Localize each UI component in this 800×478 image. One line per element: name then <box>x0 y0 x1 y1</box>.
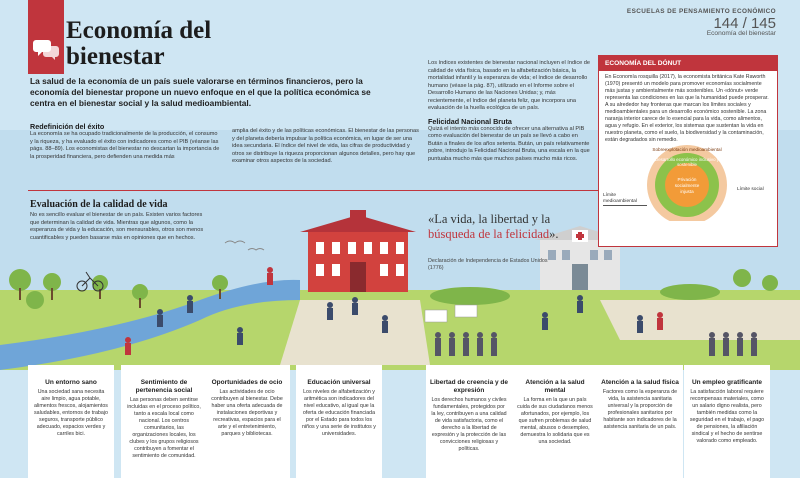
card-text: La forma en la que un país cuida de sus ciudadanos menos afortunados, por ejemplo, los que sufren problemas de salud mental, abusos o desempleo, demuestra lo solidaria que es una sociedad. <box>517 397 593 445</box>
label-social-limit: Límite social <box>737 187 764 192</box>
card-title: Oportunidades de ocio <box>211 379 283 386</box>
quote <box>428 212 588 242</box>
card-freedom <box>426 365 512 478</box>
donut-heading: ECONOMÍA DEL DÓNUT <box>599 56 777 71</box>
card-text: Una sociedad sana necesita aire limpio, agua potable, alimentos frescos, alojamientos saludables, entornos de trabajo seguros, transporte público adecuado, espacios verdes y carriles bici. <box>34 389 108 437</box>
card-text: Los niveles de alfabetización y aritmética son indicadores del nivel educativo, al igual que la oferta de educación financiada por el Estado para todos los niños y una serie de institutos y universidades. <box>302 389 376 437</box>
intro-text: La salud de la economía de un país suele valorarse en términos financieros, pero la economía del bienestar propone un nuevo enfoque en el que la política económica se centra en el bienestar social y la salud medioambiental. <box>30 76 371 108</box>
quote-part: «La vida, la libertad y la <box>428 212 551 226</box>
card-text: Los derechos humanos y civiles fundamentales, protegidos por la ley, contribuyen a una calidad de vida satisfactoria, como el derecho a la libertad de expresión y la protección de las convicciones religiosas y políticas. <box>431 397 507 452</box>
card-mental-health <box>512 365 598 478</box>
quote-part: ». <box>549 227 559 241</box>
body-text: No es sencillo evaluar el bienestar de un país. Existen varios factores que determinan la calidad de vida. Mientras que algunos, como la esperanza de vida y la educación, son mensurables, otros son menos cuantificables y pueden basarse más en opiniones que en hechos. <box>30 212 204 241</box>
card-title: Un entorno sano <box>45 379 97 386</box>
card-physical-health <box>597 365 683 478</box>
chat-bubble-tab <box>28 0 64 74</box>
card-healthy-environment <box>28 365 114 478</box>
column-2 <box>232 128 422 166</box>
section-heading: Evaluación de la calidad de vida <box>30 199 168 210</box>
card-text: Factores como la esperanza de vida, la asistencia sanitaria universal y la proporción de profesionales sanitarios por habitante son indicadores de la asistencia sanitaria de un país. <box>602 389 678 430</box>
body-text: amplia del éxito y de las políticas económicas. El bienestar de las personas y del planeta debería impulsar la política económica, en lugar de ser una idea secundaria. El índice del nivel de vida, las cifras de productividad y otros se distribuye la riqueza proporcionan algunos detalles, pero hay que examinar otros aspectos de la sociedad. <box>232 128 419 164</box>
card-text: Las personas deben sentirse incluidas en el proceso político, tanto a escala local como nacional. Los centros comunitarios, las organizaciones locales, los clubes y los grupos religiosos contribuyen a fomentar el sentimiento de comunidad. <box>127 397 201 459</box>
speech-bubbles-icon <box>28 0 64 74</box>
quote-attribution: Declaración de Independencia de Estados Unidos (1776) <box>428 258 548 271</box>
body-text: Quizá el intento más conocido de ofrecer una alternativa al PIB como evaluación del bienestar de un país se llevó a cabo en Bután a finales de los años setenta. Bután, un país relativamente pobre, introdujo la Felicidad Nacional Bruta, una escala en la que puntuaba mucho más que muchos países mucho más ricos. <box>428 125 590 162</box>
donut-diagram <box>599 147 777 227</box>
card-text: La satisfacción laboral requiere recompensas materiales, como un salario digno realista, pero también medidas como la seguridad en el trabajo, el pago de pensiones, la afiliación sindical y el hecho de sentirse valorado como empleado. <box>689 389 765 444</box>
donut-text: En Economía rosquilla (2017), la economista británica Kate Raworth (1970) presentó un modelo para promover economías socialmente más justas y ambientalmente más sostenibles. Un «dónut» verde representa las condiciones en las que la humanidad puede prosperar. A su alrededor hay fronteras que marcan los límites sociales y medioambientales para un desarrollo económico sostenible. La zona naranja interior carece de lo esencial para la vida, como alimentos, agua y refugio. En el exterior, los sistemas que sustentan la vida en nuestro planeta, como el suelo, la biodiversidad y la contaminación, están degradados sin remedio. <box>605 74 769 143</box>
quote-highlight: búsqueda de la felicidad <box>428 227 550 241</box>
ring-green-label: Desarrollo económico inclusivo y sostenible <box>655 157 719 167</box>
page-header <box>627 8 776 37</box>
donut-economy-box <box>598 55 778 247</box>
card-rewarding-work <box>684 365 770 478</box>
section-heading: Redefinición del éxito <box>30 122 105 131</box>
body-text: La economía se ha ocupado tradicionalmente de la producción, el consumo y la riqueza, y ha evaluado el éxito con indicadores como el PIB (véanse las págs. 88–89). Los economistas del bienestar no descartan la importancia de la prosperidad financiera, pero defienden una medida más <box>30 131 220 160</box>
page-numbers: 144 / 145 <box>713 15 776 32</box>
page-title: Economía del bienestar <box>66 17 212 70</box>
card-title: Libertad de creencia y de expresión <box>429 379 509 394</box>
column-1 <box>30 122 220 161</box>
card-title: Atención a la salud mental <box>525 379 585 394</box>
card-title: Educación universal <box>307 379 371 386</box>
ring-inner-label: Privación socialmente injusta <box>674 177 700 194</box>
body-text: Los índices existentes de bienestar nacional incluyen el índice de calidad de vida física, basado en la alfabetización básica, la mortalidad infantil y la esperanza de vida; el índice de desarrollo humano (véase la pág. 87), utilizado en el Informe sobre el Desarrollo Humano de las Naciones Unidas; y, más recientemente, el índice del planeta feliz, que incorpora una evaluación de la huella ecológica de un país. <box>428 60 591 111</box>
card-title: Atención a la salud física <box>601 379 679 386</box>
ring-outer-label: Sobreexplotación medioambiental <box>652 147 722 152</box>
quality-section <box>30 199 210 242</box>
card-title: Un empleo gratificante <box>691 379 763 386</box>
card-education <box>296 365 382 478</box>
label-environmental-limit: Límite medioambiental <box>603 193 647 206</box>
card-social-belonging <box>121 365 207 478</box>
section-heading: Felicidad Nacional Bruta <box>428 116 512 126</box>
card-text: Las actividades de ocio contribuyen al bienestar. Debe haber una oferta adecuada de instalaciones deportivas y recreativas, espacios para el arte y el entretenimiento, parques y bibliotecas. <box>211 389 283 437</box>
series-title: ESCUELAS DE PENSAMIENTO ECONÓMICO <box>626 8 776 15</box>
column-3 <box>428 60 592 163</box>
chapter-subtitle: Economía del bienestar <box>706 30 776 37</box>
card-title: Sentimiento de pertenencia social <box>135 379 193 394</box>
card-leisure <box>204 365 290 478</box>
